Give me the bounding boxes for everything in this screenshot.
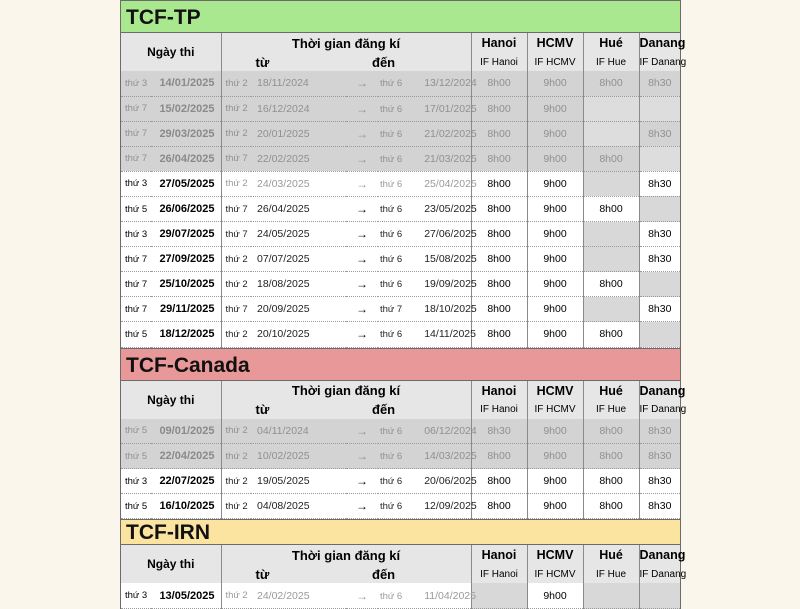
arrow-icon: → [346,171,378,196]
reg-to-date-value: 14/11/2025 [424,328,476,341]
exam-weekday: thứ 3 [121,171,151,196]
slot-hcmv: 9h00 [527,146,583,171]
reg-from-date: 04/08/2025 [251,494,346,519]
col-header-city: HCMV [527,381,583,401]
reg-from-weekday: thứ 2 [221,322,251,347]
reg-from-weekday: thứ 2 [221,247,251,272]
col-header-center: IF HCMV [527,53,583,71]
slot-hcmv: 9h00 [527,196,583,221]
col-header-registration: Thời gian đăng kí [221,381,471,401]
slot-hue [583,96,639,121]
table-row [121,583,680,608]
arrow-icon: → [346,196,378,221]
reg-to-date-value: 27/06/2025 [424,228,477,241]
exam-weekday: thứ 7 [121,297,151,322]
header-row [121,381,680,401]
table-row [121,494,680,519]
exam-schedule-sheet [120,0,687,609]
slot-hcmv: 9h00 [527,419,583,444]
col-header-center: IF Danang [639,401,680,419]
arrow-icon: → [346,222,378,247]
exam-date: 29/03/2025 [151,121,221,146]
reg-from-date: 04/11/2024 [251,419,346,444]
reg-to-weekday: thứ 6 [380,103,403,115]
slot-hcmv: 9h00 [527,247,583,272]
exam-date: 27/09/2025 [151,247,221,272]
slot-danang: 8h30 [639,444,680,469]
section-title: TCF-IRN [121,519,680,545]
reg-from-weekday: thứ 2 [221,272,251,297]
col-header-city: Hué [583,545,639,565]
slot-hue: 8h00 [583,494,639,519]
arrow-icon: → [346,444,378,469]
header-row [121,33,680,53]
arrow-icon: → [346,322,378,347]
table-row [121,322,680,347]
reg-to-date [378,494,477,519]
slot-danang: 8h30 [639,247,680,272]
table-row [121,171,680,196]
slot-hanoi: 8h00 [471,494,527,519]
col-header-center: IF Hue [583,565,639,583]
exam-date: 22/07/2025 [151,469,221,494]
col-header-center: IF Hanoi [471,401,527,419]
reg-to-date [378,272,477,297]
reg-to-date-value: 15/08/2025 [424,253,477,266]
table-row [121,71,680,96]
slot-hue [583,583,639,608]
reg-to-weekday: thứ 7 [380,304,403,316]
table-row [121,297,680,322]
reg-from-date: 18/11/2024 [251,71,346,96]
slot-hue [583,297,639,322]
exam-weekday: thứ 5 [121,322,151,347]
table-row [121,96,680,121]
slot-danang: 8h30 [639,71,680,96]
slot-hue [583,222,639,247]
reg-to-date [378,71,477,96]
col-header-center: IF HCMV [527,401,583,419]
slot-hcmv: 9h00 [527,444,583,469]
col-header-city: Hué [583,381,639,401]
reg-to-weekday: thứ 6 [380,590,403,602]
table-row [121,222,680,247]
slot-hue [583,171,639,196]
col-header-to: đến [346,565,471,583]
exam-weekday: thứ 3 [121,583,151,608]
reg-from-weekday: thứ 7 [221,297,251,322]
slot-hcmv: 9h00 [527,322,583,347]
slot-danang [639,583,680,608]
reg-to-weekday: thứ 6 [380,329,403,341]
reg-from-weekday: thứ 2 [221,494,251,519]
slot-hcmv: 9h00 [527,171,583,196]
arrow-icon: → [346,121,378,146]
arrow-icon: → [346,272,378,297]
slot-hanoi: 8h00 [471,171,527,196]
col-header-center: IF Hanoi [471,53,527,71]
slot-danang [639,146,680,171]
exam-date: 27/05/2025 [151,171,221,196]
reg-to-date [378,247,477,272]
schedule-table [121,381,687,520]
reg-from-weekday: thứ 2 [221,171,251,196]
reg-to-date [378,297,477,322]
slot-hanoi: 8h00 [471,322,527,347]
reg-to-date-value: 06/12/2024 [424,424,477,437]
reg-from-weekday: thứ 7 [221,146,251,171]
slot-hue: 8h00 [583,196,639,221]
arrow-icon: → [346,146,378,171]
reg-from-date: 24/02/2025 [251,583,346,608]
exam-date: 16/10/2025 [151,494,221,519]
slot-hanoi: 8h00 [471,196,527,221]
col-header-registration: Thời gian đăng kí [221,545,471,565]
col-header-center: IF Hue [583,401,639,419]
col-header-center: IF Hue [583,53,639,71]
slot-hcmv: 9h00 [527,121,583,146]
reg-to-date-value: 12/09/2025 [424,500,477,513]
col-header-city: Hué [583,33,639,53]
reg-to-weekday: thứ 6 [380,501,403,513]
slot-danang: 8h30 [639,121,680,146]
reg-to-weekday: thứ 6 [380,178,403,190]
reg-from-weekday: thứ 2 [221,419,251,444]
reg-to-weekday: thứ 6 [380,229,403,241]
exam-weekday: thứ 5 [121,494,151,519]
col-header-city: Hanoi [471,545,527,565]
reg-from-date: 07/07/2025 [251,247,346,272]
slot-hcmv: 9h00 [527,222,583,247]
reg-to-date-value: 11/04/2025 [424,589,476,602]
reg-to-date [378,444,477,469]
slot-hcmv: 9h00 [527,583,583,608]
slot-hcmv: 9h00 [527,469,583,494]
arrow-icon: → [346,71,378,96]
col-header-registration: Thời gian đăng kí [221,33,471,53]
reg-to-weekday: thứ 6 [380,128,403,140]
exam-date: 18/12/2025 [151,322,221,347]
reg-from-weekday: thứ 2 [221,583,251,608]
slot-hcmv: 9h00 [527,71,583,96]
reg-to-date-value: 21/02/2025 [424,127,477,140]
slot-danang: 8h30 [639,469,680,494]
exam-weekday: thứ 5 [121,196,151,221]
slot-hue: 8h00 [583,146,639,171]
reg-from-date: 20/01/2025 [251,121,346,146]
arrow-icon: → [346,419,378,444]
col-header-city: Hanoi [471,381,527,401]
section-title: TCF-TP [121,0,680,33]
table-row [121,247,680,272]
exam-weekday: thứ 3 [121,71,151,96]
slot-hanoi: 8h00 [471,297,527,322]
reg-to-date [378,171,477,196]
table-row [121,196,680,221]
reg-to-date [378,96,477,121]
reg-to-weekday: thứ 6 [380,254,403,266]
reg-from-date: 22/02/2025 [251,146,346,171]
reg-to-weekday: thứ 6 [380,153,403,165]
exam-weekday: thứ 7 [121,247,151,272]
col-header-center: IF Danang [639,565,680,583]
reg-to-date [378,196,477,221]
section-title: TCF-Canada [121,348,680,381]
slot-hanoi: 8h00 [471,272,527,297]
table-row [121,469,680,494]
slot-hue: 8h00 [583,71,639,96]
exam-weekday: thứ 7 [121,96,151,121]
table-row [121,121,680,146]
reg-from-date: 19/05/2025 [251,469,346,494]
slot-danang: 8h30 [639,171,680,196]
slot-hcmv: 9h00 [527,272,583,297]
arrow-icon: → [346,494,378,519]
col-header-city: Hanoi [471,33,527,53]
arrow-icon: → [346,469,378,494]
slot-hanoi: 8h30 [471,419,527,444]
reg-from-date: 20/10/2025 [251,322,346,347]
reg-from-date: 20/09/2025 [251,297,346,322]
exam-date: 29/11/2025 [151,297,221,322]
reg-to-date-value: 13/12/2024 [424,77,477,90]
slot-hanoi: 8h00 [471,222,527,247]
slot-hanoi: 8h00 [471,146,527,171]
reg-to-date [378,583,476,608]
reg-to-date-value: 19/09/2025 [424,278,477,291]
col-header-ngay-thi: Ngày thi [121,545,221,583]
reg-to-date-value: 14/03/2025 [424,450,477,463]
slot-danang [639,196,680,221]
slot-hanoi: 8h00 [471,247,527,272]
slot-hue: 8h00 [583,419,639,444]
slot-danang [639,272,680,297]
reg-to-date-value: 17/01/2025 [424,102,477,115]
reg-to-date [378,469,477,494]
arrow-icon: → [346,247,378,272]
slot-hue: 8h00 [583,322,639,347]
reg-to-date-value: 23/05/2025 [424,203,477,216]
col-header-city: Danang [639,545,680,565]
exam-weekday: thứ 3 [121,469,151,494]
slot-danang [639,322,680,347]
col-header-to: đến [346,53,471,71]
slot-danang [639,96,680,121]
reg-from-weekday: thứ 2 [221,121,251,146]
slot-danang: 8h30 [639,419,680,444]
col-header-to: đến [346,401,471,419]
schedule-table [121,545,687,609]
reg-to-weekday: thứ 6 [380,425,403,437]
col-header-from: từ [221,565,346,583]
header-row [121,545,680,565]
slot-hanoi: 8h00 [471,96,527,121]
reg-from-weekday: thứ 7 [221,222,251,247]
col-header-city: HCMV [527,33,583,53]
exam-weekday: thứ 7 [121,121,151,146]
exam-weekday: thứ 5 [121,419,151,444]
arrow-icon: → [346,297,378,322]
exam-date: 14/01/2025 [151,71,221,96]
col-header-from: từ [221,401,346,419]
slot-hcmv: 9h00 [527,297,583,322]
schedule-table [121,33,687,348]
reg-to-weekday: thứ 6 [380,78,403,90]
reg-to-date [378,121,477,146]
table-row [121,272,680,297]
reg-from-date: 26/04/2025 [251,196,346,221]
slot-hanoi: 8h00 [471,444,527,469]
slot-danang: 8h30 [639,297,680,322]
exam-date: 15/02/2025 [151,96,221,121]
slot-hanoi [471,583,527,608]
slot-hue: 8h00 [583,272,639,297]
exam-weekday: thứ 5 [121,444,151,469]
reg-from-weekday: thứ 2 [221,96,251,121]
reg-to-weekday: thứ 6 [380,204,403,216]
reg-from-weekday: thứ 2 [221,444,251,469]
slot-hue: 8h00 [583,444,639,469]
reg-from-weekday: thứ 7 [221,196,251,221]
exam-date: 25/10/2025 [151,272,221,297]
reg-to-date-value: 18/10/2025 [424,303,477,316]
table-row [121,419,680,444]
reg-to-weekday: thứ 6 [380,451,403,463]
reg-to-date [378,146,477,171]
reg-from-date: 24/05/2025 [251,222,346,247]
reg-to-weekday: thứ 6 [380,476,403,488]
slot-hue: 8h00 [583,469,639,494]
slot-hanoi: 8h00 [471,469,527,494]
exam-date: 29/07/2025 [151,222,221,247]
exam-date: 26/06/2025 [151,196,221,221]
exam-date: 09/01/2025 [151,419,221,444]
slot-hcmv: 9h00 [527,494,583,519]
reg-to-date-value: 20/06/2025 [424,475,477,488]
reg-from-date: 18/08/2025 [251,272,346,297]
exam-date: 26/04/2025 [151,146,221,171]
exam-date: 13/05/2025 [151,583,221,608]
reg-from-date: 16/12/2024 [251,96,346,121]
exam-date: 22/04/2025 [151,444,221,469]
reg-from-weekday: thứ 2 [221,469,251,494]
reg-from-date: 10/02/2025 [251,444,346,469]
reg-to-date [378,419,477,444]
exam-weekday: thứ 7 [121,146,151,171]
arrow-icon: → [346,96,378,121]
col-header-center: IF Danang [639,53,680,71]
reg-to-date-value: 21/03/2025 [424,152,477,165]
reg-from-weekday: thứ 2 [221,71,251,96]
table-row [121,444,680,469]
col-header-from: từ [221,53,346,71]
arrow-icon: → [346,583,378,608]
slot-danang: 8h30 [639,222,680,247]
col-header-ngay-thi: Ngày thi [121,33,221,71]
slot-danang: 8h30 [639,494,680,519]
slot-hanoi: 8h00 [471,121,527,146]
reg-to-weekday: thứ 6 [380,279,403,291]
slot-hue [583,247,639,272]
exam-weekday: thứ 7 [121,272,151,297]
exam-weekday: thứ 3 [121,222,151,247]
col-header-city: HCMV [527,545,583,565]
col-header-ngay-thi: Ngày thi [121,381,221,419]
col-header-center: IF Hanoi [471,565,527,583]
table-row [121,146,680,171]
reg-to-date [378,322,476,347]
reg-to-date-value: 25/04/2025 [424,177,477,190]
reg-from-date: 24/03/2025 [251,171,346,196]
col-header-center: IF HCMV [527,565,583,583]
slot-hue [583,121,639,146]
reg-to-date [378,222,477,247]
col-header-city: Danang [639,381,680,401]
slot-hanoi: 8h00 [471,71,527,96]
slot-hcmv: 9h00 [527,96,583,121]
col-header-city: Danang [639,33,680,53]
